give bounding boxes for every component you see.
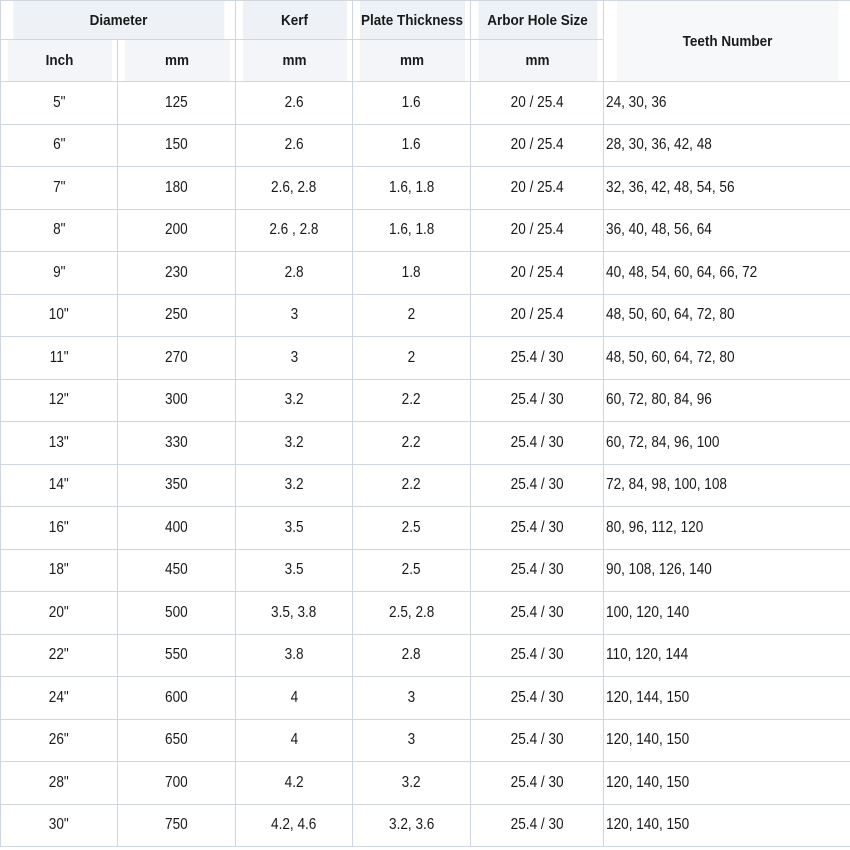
- kerf-cell-text: 4.2: [284, 773, 304, 791]
- plate-thickness-cell: [353, 124, 471, 167]
- arbor-hole-cell-text: 25.4 / 30: [510, 731, 564, 749]
- teeth-number-cell: [604, 294, 850, 337]
- inch-cell-text: 8": [52, 221, 66, 239]
- arbor-hole-cell-text: 20 / 25.4: [510, 136, 564, 154]
- diameter-mm-cell-text: 125: [165, 93, 188, 111]
- diameter-mm-cell: [118, 549, 236, 592]
- inch-cell: [1, 464, 118, 507]
- table-row: [1, 762, 850, 805]
- inch-unit-header: Inch: [6, 40, 111, 82]
- plate-mm-unit-header: mm: [358, 40, 464, 82]
- arbor-hole-cell-text: 25.4 / 30: [510, 433, 564, 451]
- diameter-mm-unit-header: mm: [123, 40, 229, 82]
- diameter-mm-cell: [118, 507, 236, 550]
- inch-cell: [1, 634, 118, 677]
- kerf-cell: [236, 379, 353, 422]
- kerf-cell-text: 3.8: [284, 646, 304, 664]
- table-row: [1, 167, 850, 210]
- inch-cell-text: 20": [49, 603, 69, 621]
- inch-cell-text: 11": [49, 348, 69, 366]
- diameter-mm-cell: [118, 422, 236, 465]
- diameter-mm-cell-text: 350: [165, 476, 188, 494]
- kerf-cell: [236, 337, 353, 380]
- kerf-mm-unit-header: mm: [241, 40, 346, 82]
- kerf-cell-text: 4: [290, 731, 298, 749]
- plate-thickness-cell-text: 1.6: [402, 93, 421, 111]
- arbor-hole-cell: [471, 507, 604, 550]
- kerf-cell-text: 3.5: [284, 518, 304, 536]
- arbor-hole-cell-text: 25.4 / 30: [510, 816, 564, 834]
- kerf-cell: [236, 507, 353, 550]
- header-row: [1, 1, 850, 40]
- table-row: [1, 592, 850, 635]
- inch-cell: [1, 804, 118, 847]
- diameter-mm-cell: [118, 124, 236, 167]
- teeth-number-cell-text: 72, 84, 98, 100, 108: [606, 476, 728, 494]
- plate-thickness-cell: [353, 549, 471, 592]
- kerf-cell-text: 3.2: [284, 476, 304, 494]
- arbor-hole-cell: [471, 464, 604, 507]
- arbor-hole-cell: [471, 209, 604, 252]
- plate-thickness-cell-text: 1.8: [402, 263, 421, 281]
- kerf-header: Kerf: [241, 1, 346, 40]
- arbor-hole-cell: [471, 252, 604, 295]
- teeth-number-cell: [604, 82, 850, 125]
- diameter-mm-cell-text: 700: [165, 773, 188, 791]
- table-header: [1, 1, 850, 82]
- diameter-mm-cell-text: 150: [165, 136, 188, 154]
- table-row: [1, 719, 850, 762]
- diameter-mm-cell: [118, 677, 236, 720]
- inch-cell-text: 26": [49, 731, 69, 749]
- teeth-number-cell-text: 110, 120, 144: [606, 646, 689, 664]
- inch-cell-text: 24": [49, 688, 69, 706]
- diameter-mm-cell-text: 400: [165, 518, 188, 536]
- inch-cell: [1, 762, 118, 805]
- plate-thickness-cell-text: 2.5: [402, 561, 421, 579]
- kerf-cell: [236, 167, 353, 210]
- plate-thickness-cell: [353, 719, 471, 762]
- plate-thickness-cell-text: 3.2: [402, 773, 421, 791]
- kerf-cell-text: 2.8: [284, 263, 304, 281]
- arbor-hole-cell-text: 25.4 / 30: [510, 603, 564, 621]
- plate-thickness-cell-text: 1.6: [402, 136, 421, 154]
- teeth-number-cell: [604, 634, 850, 677]
- kerf-cell-text: 3: [290, 348, 298, 366]
- teeth-number-cell: [604, 804, 850, 847]
- inch-cell-text: 16": [49, 518, 69, 536]
- table-row: [1, 379, 850, 422]
- kerf-cell: [236, 804, 353, 847]
- kerf-cell: [236, 464, 353, 507]
- plate-thickness-cell: [353, 252, 471, 295]
- diameter-mm-cell: [118, 592, 236, 635]
- teeth-number-cell: [604, 719, 850, 762]
- teeth-number-cell-text: 60, 72, 84, 96, 100: [606, 433, 720, 451]
- plate-thickness-cell: [353, 804, 471, 847]
- plate-thickness-cell-text: 2.8: [402, 646, 421, 664]
- arbor-hole-size-header: Arbor Hole Size: [477, 1, 597, 40]
- arbor-hole-cell: [471, 294, 604, 337]
- teeth-number-cell-text: 120, 140, 150: [606, 816, 690, 834]
- teeth-number-cell-text: 60, 72, 80, 84, 96: [606, 391, 712, 409]
- kerf-cell-text: 4: [290, 688, 298, 706]
- arbor-hole-cell-text: 25.4 / 30: [510, 518, 564, 536]
- teeth-number-cell: [604, 677, 850, 720]
- kerf-cell: [236, 634, 353, 677]
- inch-cell-text: 6": [52, 136, 66, 154]
- diameter-mm-cell-text: 230: [165, 263, 188, 281]
- table-row: [1, 337, 850, 380]
- kerf-cell-text: 2.6: [284, 93, 304, 111]
- inch-cell: [1, 719, 118, 762]
- kerf-cell: [236, 294, 353, 337]
- kerf-cell-text: 2.6 , 2.8: [269, 221, 319, 239]
- kerf-cell-text: 4.2, 4.6: [271, 816, 317, 834]
- table-row: [1, 422, 850, 465]
- teeth-number-header: Teeth Number: [616, 1, 838, 82]
- arbor-hole-cell: [471, 762, 604, 805]
- teeth-number-cell-text: 40, 48, 54, 60, 64, 66, 72: [606, 263, 758, 281]
- diameter-mm-cell-text: 750: [165, 816, 188, 834]
- teeth-number-cell-text: 90, 108, 126, 140: [606, 561, 712, 579]
- inch-cell-text: 10": [49, 306, 69, 324]
- plate-thickness-cell-text: 1.6, 1.8: [388, 178, 435, 196]
- diameter-header: Diameter: [12, 1, 224, 40]
- plate-thickness-cell: [353, 294, 471, 337]
- diameter-mm-cell: [118, 337, 236, 380]
- diameter-mm-cell-text: 500: [165, 603, 188, 621]
- kerf-cell-text: 3.2: [284, 433, 304, 451]
- kerf-cell-text: 3.5: [284, 561, 304, 579]
- arbor-hole-cell: [471, 677, 604, 720]
- teeth-number-cell: [604, 464, 850, 507]
- arbor-hole-cell-text: 25.4 / 30: [510, 688, 564, 706]
- table-row: [1, 549, 850, 592]
- table-row: [1, 464, 850, 507]
- table-row: [1, 677, 850, 720]
- teeth-number-cell-text: 48, 50, 60, 64, 72, 80: [606, 306, 735, 324]
- plate-thickness-cell: [353, 167, 471, 210]
- arbor-hole-cell: [471, 82, 604, 125]
- kerf-cell-text: 3.5, 3.8: [271, 603, 317, 621]
- diameter-mm-cell: [118, 804, 236, 847]
- arbor-hole-cell-text: 20 / 25.4: [510, 93, 564, 111]
- teeth-number-cell: [604, 379, 850, 422]
- teeth-number-cell-text: 120, 140, 150: [606, 731, 690, 749]
- diameter-mm-cell: [118, 294, 236, 337]
- inch-cell: [1, 677, 118, 720]
- kerf-cell: [236, 762, 353, 805]
- table-row: [1, 209, 850, 252]
- kerf-cell: [236, 677, 353, 720]
- teeth-number-cell-text: 48, 50, 60, 64, 72, 80: [606, 348, 735, 366]
- kerf-cell-text: 3: [290, 306, 298, 324]
- diameter-mm-cell-text: 180: [165, 178, 188, 196]
- arbor-hole-cell-text: 20 / 25.4: [510, 306, 564, 324]
- arbor-hole-cell-text: 25.4 / 30: [510, 391, 564, 409]
- table-row: [1, 634, 850, 677]
- inch-cell: [1, 124, 118, 167]
- plate-thickness-cell-text: 2.2: [402, 476, 421, 494]
- kerf-cell: [236, 719, 353, 762]
- plate-thickness-cell: [353, 677, 471, 720]
- diameter-mm-cell: [118, 167, 236, 210]
- kerf-cell-text: 2.6: [284, 136, 304, 154]
- plate-thickness-cell-text: 3.2, 3.6: [388, 816, 435, 834]
- diameter-mm-cell: [118, 719, 236, 762]
- teeth-number-cell-text: 32, 36, 42, 48, 54, 56: [606, 178, 735, 196]
- inch-cell-text: 13": [49, 433, 69, 451]
- diameter-mm-cell-text: 300: [165, 391, 188, 409]
- plate-thickness-cell: [353, 634, 471, 677]
- arbor-hole-cell: [471, 422, 604, 465]
- arbor-hole-cell-text: 20 / 25.4: [510, 221, 564, 239]
- teeth-number-cell: [604, 592, 850, 635]
- plate-thickness-cell-text: 2: [407, 348, 416, 366]
- arbor-hole-cell: [471, 549, 604, 592]
- teeth-number-cell-text: 28, 30, 36, 42, 48: [606, 136, 712, 154]
- plate-thickness-cell: [353, 762, 471, 805]
- plate-thickness-cell-text: 3: [407, 688, 416, 706]
- plate-thickness-cell: [353, 209, 471, 252]
- teeth-number-cell-text: 100, 120, 140: [606, 603, 690, 621]
- kerf-cell-text: 2.6, 2.8: [271, 178, 317, 196]
- inch-cell: [1, 294, 118, 337]
- diameter-mm-cell-text: 200: [165, 221, 188, 239]
- diameter-mm-cell-text: 600: [165, 688, 188, 706]
- inch-cell: [1, 167, 118, 210]
- inch-cell: [1, 337, 118, 380]
- teeth-number-cell: [604, 762, 850, 805]
- arbor-hole-cell: [471, 592, 604, 635]
- teeth-number-cell-text: 24, 30, 36: [606, 93, 667, 111]
- inch-cell-text: 14": [49, 476, 69, 494]
- diameter-mm-cell-text: 330: [165, 433, 188, 451]
- inch-cell-text: 18": [49, 561, 69, 579]
- teeth-number-cell-text: 120, 144, 150: [606, 688, 690, 706]
- teeth-number-cell: [604, 252, 850, 295]
- arbor-hole-cell-text: 25.4 / 30: [510, 476, 564, 494]
- inch-cell: [1, 82, 118, 125]
- diameter-mm-cell: [118, 252, 236, 295]
- inch-cell: [1, 592, 118, 635]
- plate-thickness-header: Plate Thickness: [358, 1, 464, 40]
- teeth-number-cell: [604, 167, 850, 210]
- table-row: [1, 124, 850, 167]
- inch-cell-text: 30": [49, 816, 69, 834]
- plate-thickness-cell: [353, 592, 471, 635]
- inch-cell-text: 9": [52, 263, 66, 281]
- inch-cell: [1, 252, 118, 295]
- diameter-mm-cell: [118, 82, 236, 125]
- arbor-hole-cell-text: 25.4 / 30: [510, 561, 564, 579]
- plate-thickness-cell: [353, 82, 471, 125]
- teeth-number-cell: [604, 337, 850, 380]
- inch-cell-text: 12": [49, 391, 69, 409]
- kerf-cell: [236, 422, 353, 465]
- teeth-number-cell: [604, 422, 850, 465]
- arbor-hole-cell-text: 25.4 / 30: [510, 646, 564, 664]
- teeth-number-cell: [604, 507, 850, 550]
- plate-thickness-cell-text: 1.6, 1.8: [388, 221, 435, 239]
- table-row: [1, 252, 850, 295]
- arbor-hole-cell: [471, 804, 604, 847]
- inch-cell: [1, 422, 118, 465]
- arbor-hole-cell-text: 25.4 / 30: [510, 348, 564, 366]
- kerf-cell: [236, 209, 353, 252]
- arbor-hole-cell: [471, 337, 604, 380]
- plate-thickness-cell-text: 2.2: [402, 391, 421, 409]
- teeth-number-cell-text: 80, 96, 112, 120: [606, 518, 704, 536]
- table-row: [1, 82, 850, 125]
- inch-cell: [1, 379, 118, 422]
- diameter-mm-cell: [118, 634, 236, 677]
- teeth-number-cell: [604, 549, 850, 592]
- inch-cell: [1, 507, 118, 550]
- arbor-hole-cell: [471, 634, 604, 677]
- arbor-hole-cell-text: 20 / 25.4: [510, 178, 564, 196]
- teeth-number-cell-text: 36, 40, 48, 56, 64: [606, 221, 712, 239]
- table-row: [1, 507, 850, 550]
- diameter-mm-cell: [118, 379, 236, 422]
- arbor-hole-cell: [471, 167, 604, 210]
- inch-cell-text: 28": [49, 773, 69, 791]
- teeth-number-cell-text: 120, 140, 150: [606, 773, 690, 791]
- plate-thickness-cell-text: 2: [407, 306, 416, 324]
- kerf-cell: [236, 124, 353, 167]
- diameter-mm-cell: [118, 209, 236, 252]
- diameter-mm-cell: [118, 762, 236, 805]
- arbor-hole-cell: [471, 124, 604, 167]
- table-row: [1, 294, 850, 337]
- table-row: [1, 804, 850, 847]
- teeth-number-cell: [604, 124, 850, 167]
- diameter-mm-cell-text: 270: [165, 348, 188, 366]
- arbor-hole-cell-text: 20 / 25.4: [510, 263, 564, 281]
- arbor-hole-cell: [471, 379, 604, 422]
- teeth-number-cell: [604, 209, 850, 252]
- table-body: [1, 82, 850, 847]
- plate-thickness-cell-text: 2.5, 2.8: [388, 603, 435, 621]
- diameter-mm-cell: [118, 464, 236, 507]
- plate-thickness-cell: [353, 464, 471, 507]
- arbor-hole-cell: [471, 719, 604, 762]
- kerf-cell: [236, 82, 353, 125]
- plate-thickness-cell-text: 3: [407, 731, 416, 749]
- plate-thickness-cell: [353, 337, 471, 380]
- diameter-mm-cell-text: 450: [165, 561, 188, 579]
- diameter-mm-cell-text: 650: [165, 731, 188, 749]
- diameter-mm-cell-text: 550: [165, 646, 188, 664]
- plate-thickness-cell: [353, 422, 471, 465]
- inch-cell: [1, 549, 118, 592]
- kerf-cell: [236, 592, 353, 635]
- inch-cell-text: 22": [49, 646, 69, 664]
- kerf-cell-text: 3.2: [284, 391, 304, 409]
- inch-cell-text: 5": [52, 93, 66, 111]
- kerf-cell: [236, 252, 353, 295]
- plate-thickness-cell-text: 2.5: [402, 518, 421, 536]
- arbor-mm-unit-header: mm: [477, 40, 597, 82]
- arbor-hole-cell-text: 25.4 / 30: [510, 773, 564, 791]
- kerf-cell: [236, 549, 353, 592]
- plate-thickness-cell-text: 2.2: [402, 433, 421, 451]
- inch-cell-text: 7": [52, 178, 66, 196]
- plate-thickness-cell: [353, 379, 471, 422]
- plate-thickness-cell: [353, 507, 471, 550]
- inch-cell: [1, 209, 118, 252]
- diameter-mm-cell-text: 250: [165, 306, 188, 324]
